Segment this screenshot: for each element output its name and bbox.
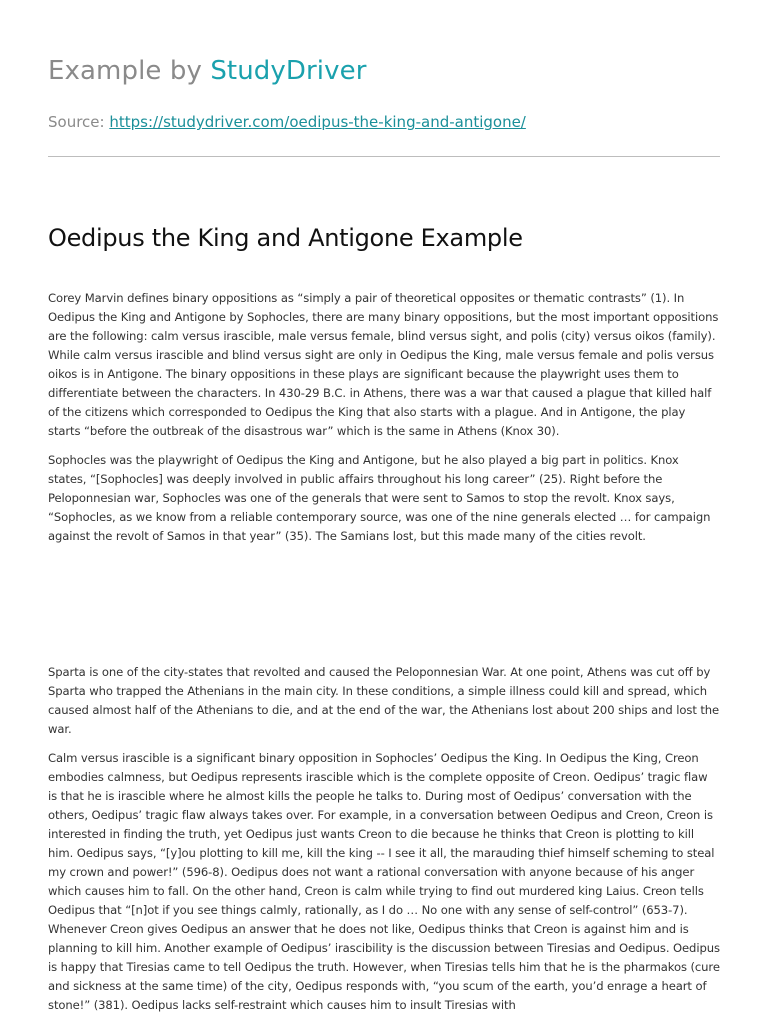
brand-name: StudyDriver <box>210 56 367 86</box>
source-link[interactable]: https://studydriver.com/oedipus-the-king-and-antigone/ <box>109 113 526 131</box>
paragraph: Sophocles was the playwright of Oedipus the King and Antigone, but he also played a big part in politics. Knox states, “[Sophocles] was deeply involved in public affairs throughout his long career” (25). Right before the Peloponnesian war, Sophocles was one of the generals that were sent to Samos to stop the revolt. Knox says, “Sophocles, as we know from a reliable contemporary source, was one of the nine generals elected … for campaign against the revolt of Samos in that year” (35). The Samians lost, but this made many of the cities revolt. <box>48 453 711 543</box>
paragraph: Sparta is one of the city-states that revolted and caused the Peloponnesian War. At one point, Athens was cut off by Sparta who trapped the Athenians in the main city. In these conditions, a simple illness could kill and spread, which caused almost half of the Athenians to die, and at the end of the war, the Athenians lost about 200 ships and lost the war. <box>48 665 720 736</box>
ad-spacer <box>48 556 720 663</box>
brand-prefix: Example by <box>48 56 211 86</box>
document-title: Oedipus the King and Antigone Example <box>48 224 523 252</box>
source-line <box>48 113 526 131</box>
brand-heading <box>48 56 367 86</box>
header-divider <box>48 156 720 157</box>
paragraph: Calm versus irascible is a significant binary opposition in Sophocles’ Oedipus the King. In Oedipus the King, Creon embodies calmness, but Oedipus represents irascible which is the complete opposite of Creon. Oedipus’ tragic flaw is that he is irascible where he almost kills the people he talks to. During most of Oedipus’ conversation with the others, Oedipus’ tragic flaw always takes over. For example, in a conversation between Oedipus and Creon, Creon is interested in finding the truth, yet Oedipus just wants Creon to die because he thinks that Creon is plotting to kill him. Oedipus says, “[y]ou plotting to kill me, kill the king -- I see it all, the marauding thief himself scheming to steal my crown and power!” (596-8). Oedipus does not want a rational conversation with anyone because of his anger which causes him to fall. On the other hand, Creon is calm while trying to find out murdered king Laius. Creon tells Oedipus that “[n]ot if you see things calmly, rationally, as I do … No one with any sense of self-control” (653-7). Whenever Creon gives Oedipus an answer that he does not like, Oedipus thinks that Creon is against him and is planning to kill him. Another example of Oedipus’ irascibility is the discussion between Tiresias and Oedipus. Oedipus is happy that Tiresias came to tell Oedipus the truth. However, when Tiresias tells him that he is the pharmakos (cure and sickness at the same time) of the city, Oedipus responds with, “you scum of the earth, you’d enrage a heart of stone!” (381). Oedipus lacks self-restraint which causes him to insult Tiresias with <box>48 751 720 1012</box>
paragraph: Corey Marvin defines binary oppositions as “simply a pair of theoretical opposites or thematic contrasts” (1). In Oedipus the King and Antigone by Sophocles, there are many binary oppositions, but the most important oppositions are the following: calm versus irascible, male versus female, blind versus sight, and polis (city) versus oikos (family). While calm versus irascible and blind versus sight are only in Oedipus the King, male versus female and polis versus oikos is in Antigone. The binary oppositions in these plays are significant because the playwright uses them to differentiate between the characters. In 430-29 B.C. in Athens, there was a war that caused a plague that killed half of the citizens which corresponded to Oedipus the King that also starts with a plague. And in Antigone, the play starts “before the outbreak of the disastrous war” which is the same in Athens (Knox 30). <box>48 291 719 438</box>
document-body <box>48 289 720 1025</box>
source-label: Source: <box>48 113 110 131</box>
